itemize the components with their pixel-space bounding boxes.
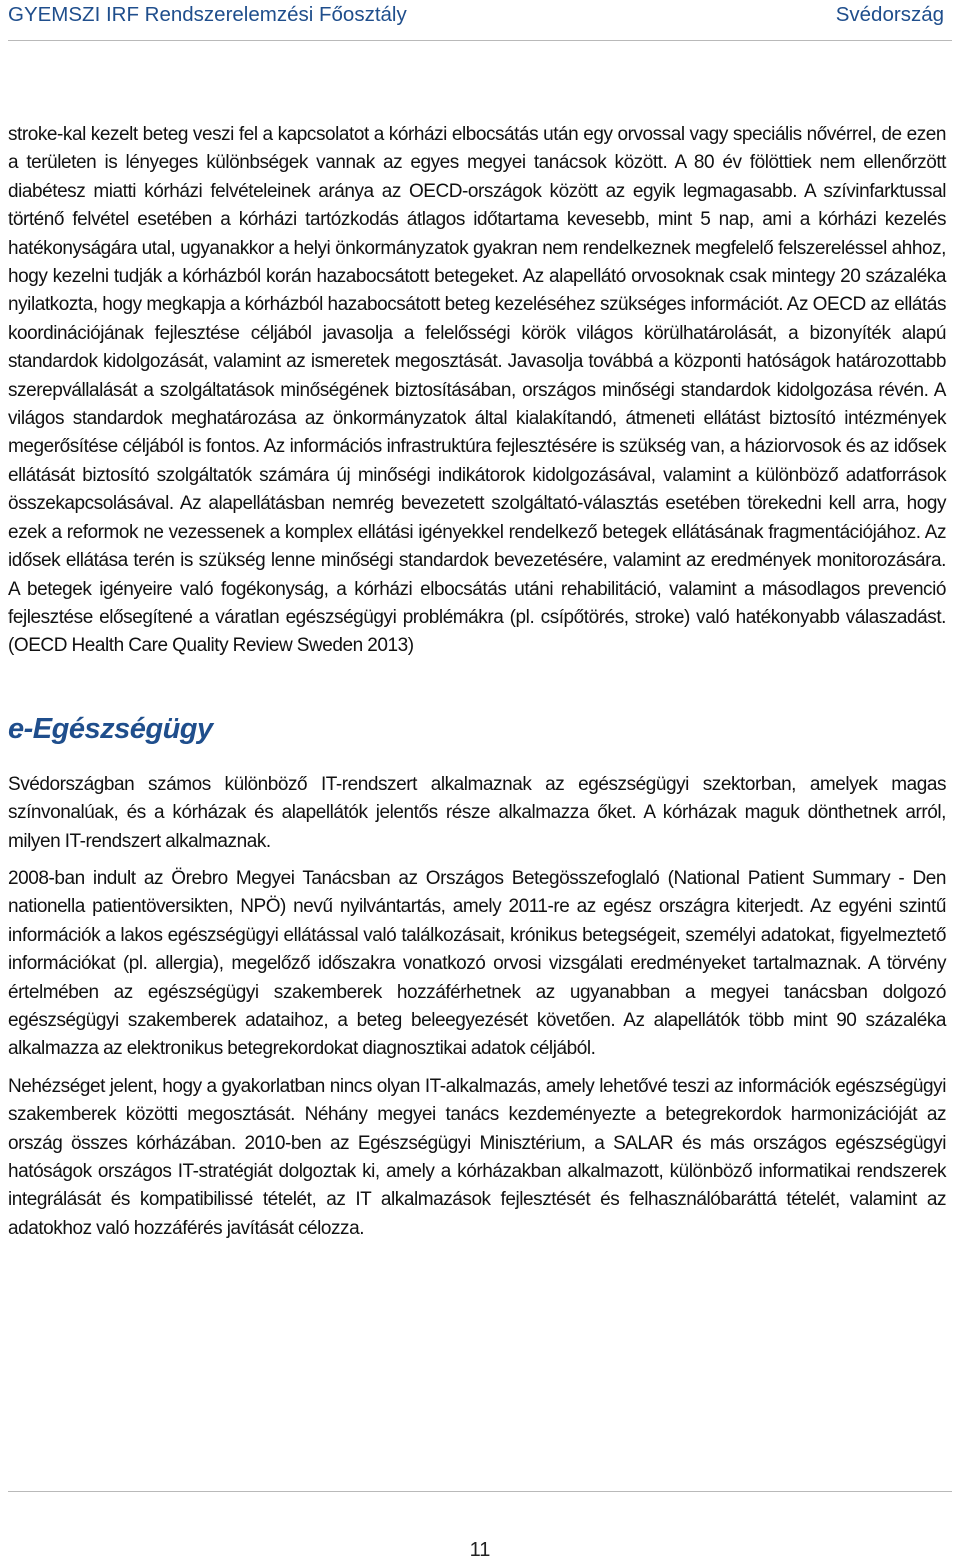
section-heading: e-Egészségügy: [8, 712, 213, 745]
page-number: 11: [469, 1539, 491, 1561]
page-header: [8, 0, 944, 34]
body-paragraph-3: 2008-ban indult az Örebro Megyei Tanácsban az Országos Betegösszefoglaló (National Patient Summary - Den nationella patientöversikten, NPÖ) nevű nyilvántartás, amely 2011-re az egész országra kiterjedt. Az egyéni szintű információk a lakos egészségügyi ellátással való találkozásait, krónikus betegségeit, személyi adatokat, figyelmeztető információkat (pl. allergia), megelőző időszakra vonatkozó orvosi vizsgálati eredményeket tartalmaznak. A törvény értelmében az egészségügyi szakemberek hozzáférhetnek az ugyanabban a megyei tanácsban dolgozó egészségügyi szakemberek adataihoz, a beteg beleegyezését követően. Az alapellátók több mint 90 százaléka alkalmazza az elektronikus betegrekordokat diagnosztikai adatok céljából.: [8, 867, 946, 1060]
footer-divider: [8, 1491, 952, 1492]
header-organization: GYEMSZI IRF Rendszerelemzési Főosztály: [8, 3, 407, 26]
body-paragraph-1: stroke-kal kezelt beteg veszi fel a kapcsolatot a kórházi elbocsátás után egy orvossal vagy speciális nővérrel, de ezen a területen is lényeges különbségek vannak az egyes megyei tanácsok között. A 80 év fölöttiek nem ellenőrzött diabétesz miatti kórházi felvételeinek aránya az OECD-országok között az egyik legmagasabb. A szívinfarktussal történő felvétel esetében a kórházi tartózkodás átlagos időtartama kevesebb, mint 5 nap, ami a kórházi kezelés hatékonyságára utal, ugyanakkor a helyi önkormányzatok gyakran nem rendelkeznek megfelelő felszereléssel ahhoz, hogy kezelni tudják a kórházból korán hazabocsátott betegeket. Az alapellátó orvosoknak csak mintegy 20 százaléka nyilatkozta, hogy megkapja a kórházból hazabocsátott beteg kezeléséhez szükséges információt. Az OECD az ellátás koordinációjának fejlesztése céljából javasolja a felelősségi körök világos körülhatárolását, a bizonyíték alapú standardok kidolgozását, valamint az ismeretek megosztását. Javasolja továbbá a központi hatóságok határozottabb szerepvállalását a szolgáltatások minőségének biztosításában, országos minőségi standardok kidolgozása révén. A világos standardok meghatározása az önkormányzatok által kialakítandó, átmeneti ellátást biztosító intézmények megerősítése céljából is fontos. Az információs infrastruktúra fejlesztésére is szükség van, a háziorvosok és az idősek ellátását biztosító szolgáltatók számára új minőségi indikátorok kidolgozásával, valamint a különböző adatforrások összekapcsolásával. Az alapellátásban nemrég bevezetett szolgáltató-választás esetében törekedni kell arra, hogy ezek a reformok ne vezessenek a komplex ellátási igényekkel rendelkező betegek ellátásának fragmentációjához. Az idősek ellátása terén is szükség lenne minőségi standardok bevezetésére, valamint az eredmények monitorozására. A betegek igényeire való fogékonyság, a kórházi elbocsátás utáni rehabilitáció, valamint a másodlagos prevenció fejlesztése elősegítené a váratlan egészségügyi problémákra (pl. csípőtörés, stroke) való hatékonyabb válaszadást. (OECD Health Care Quality Review Sweden 2013): [8, 124, 946, 657]
body-paragraph-4: Nehézséget jelent, hogy a gyakorlatban nincs olyan IT-alkalmazás, amely lehetővé teszi az információk egészségügyi szakemberek közötti megosztását. Néhány megyei tanács kezdeményezte a betegrekordok harmonizációját az ország összes kórházában. 2010-ben az Egészségügyi Minisztérium, a SALAR és más országos egészségügyi hatóságok országos IT-stratégiát dolgoztak ki, amely a kórházakban alkalmazott, különböző informatikai rendszerek integrálását és kompatibilissé tételét, az IT alkalmazások fejlesztését és felhasználóbaráttá tételét, valamint az adatokhoz való hozzáférés javítását célozza.: [8, 1075, 946, 1239]
header-country: Svédország: [835, 3, 944, 26]
page-body: [8, 121, 946, 1243]
body-paragraph-2: Svédországban számos különböző IT-rendszert alkalmaznak az egészségügyi szektorban, amelyek magas színvonalúak, és a kórházak és alapellátók jelentős része alkalmazza őket. A kórházak maguk dönthetnek arról, milyen IT-rendszert alkalmaznak.: [8, 773, 946, 852]
header-divider: [8, 40, 952, 41]
